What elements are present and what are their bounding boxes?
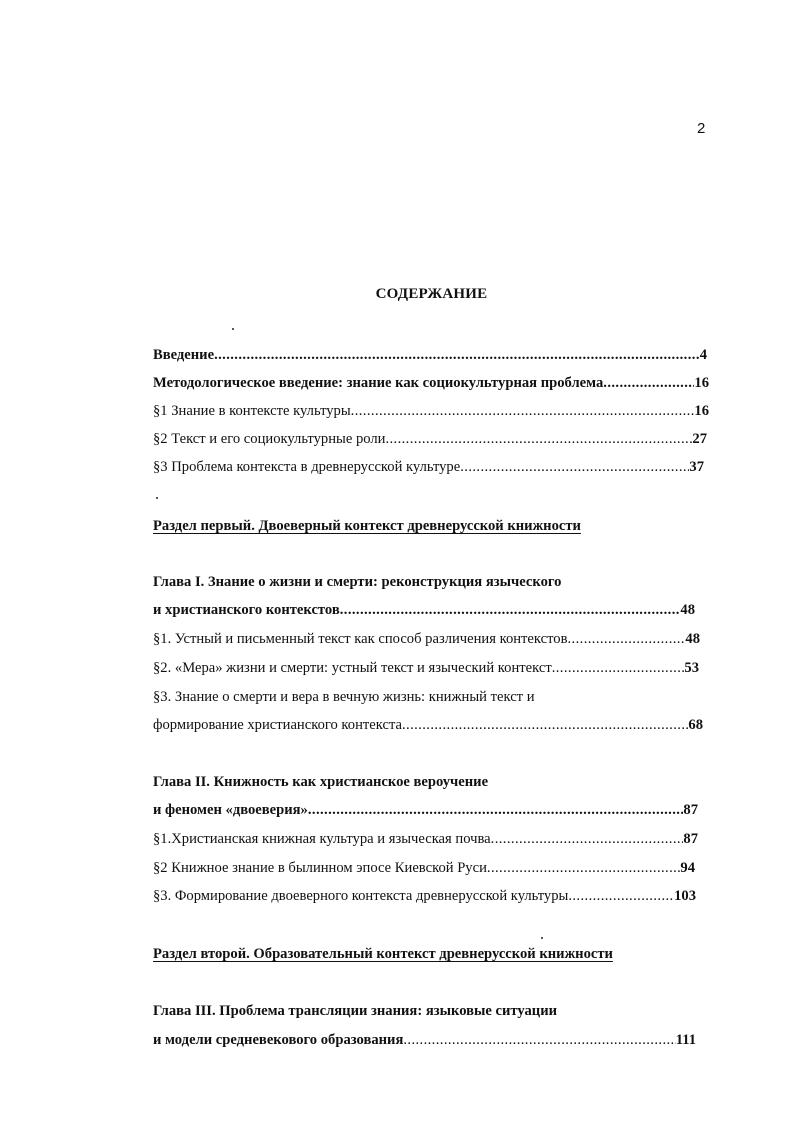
toc-entry-par2 (153, 430, 707, 448)
entry-text: §2 Текст и его социокультурные роли (153, 431, 386, 447)
page-number: 2 (697, 120, 706, 137)
chapter-2-par3 (153, 887, 696, 905)
chapter-2-par2 (153, 859, 695, 877)
chapter-2-title-line2 (153, 801, 698, 819)
chapter-1-title-line1: Глава I. Знание о жизни и смерти: реконструкция языческого (153, 574, 562, 590)
chapter-1-par2 (153, 659, 699, 677)
dot-leader (487, 859, 681, 877)
entry-page: 4 (699, 347, 707, 363)
entry-page: 53 (684, 660, 699, 676)
entry-text: §3. Формирование двоеверного контекста древнерусской культуры (153, 888, 569, 904)
section-1-title: Раздел первый. Двоеверный контекст древнерусской книжности (153, 518, 581, 534)
entry-page: 94 (680, 860, 695, 876)
chapter-1-par1 (153, 630, 700, 648)
toc-entry-par1 (153, 402, 709, 420)
entry-text: Методологическое введение: знание как социокультурная проблема (153, 375, 604, 391)
entry-text: §3 Проблема контекста в древнерусской культуре (153, 459, 461, 475)
toc-title: СОДЕРЖАНИЕ (375, 286, 488, 302)
entry-text: формирование христианского контекста (153, 717, 402, 733)
entry-text: §1 Знание в контексте культуры (153, 403, 351, 419)
chapter-1-par3-line2 (153, 716, 703, 734)
chapter-3-title-line2 (153, 1031, 696, 1049)
entry-page: 68 (688, 717, 703, 733)
dot-leader (385, 430, 692, 448)
dot-leader (603, 374, 694, 392)
entry-text: §2. «Мера» жизни и смерти: устный текст и языческий контекст (153, 660, 552, 676)
dot-leader (552, 659, 685, 677)
entry-page: 16 (694, 375, 709, 391)
entry-text: Введение (153, 347, 215, 363)
entry-text: §1. Устный и письменный текст как способ различения контекстов (153, 631, 568, 647)
dot-leader (568, 887, 674, 905)
scan-speck (541, 937, 543, 939)
chapter-2-par1 (153, 830, 698, 848)
toc-entry-par3 (153, 458, 704, 476)
section-2-title: Раздел второй. Образовательный контекст древнерусской книжности (153, 946, 613, 962)
scan-speck (232, 328, 234, 330)
chapter-1-title-line2 (153, 601, 695, 619)
entry-page: 87 (683, 802, 698, 818)
toc-entry-method-intro (153, 374, 709, 392)
entry-page: 111 (675, 1032, 696, 1048)
dot-leader (402, 716, 688, 734)
dot-leader (491, 830, 684, 848)
entry-text: и модели средневекового образования (153, 1032, 404, 1048)
entry-page: 37 (689, 459, 704, 475)
entry-text: и христианского контекстов (153, 602, 340, 618)
entry-text: §2 Книжное знание в былинном эпосе Киевской Руси (153, 860, 487, 876)
toc-entry-introduction (153, 346, 707, 364)
entry-text: и феномен «двоеверия» (153, 802, 308, 818)
chapter-3-title-line1: Глава III. Проблема трансляции знания: языковые ситуации (153, 1003, 558, 1019)
entry-page: 87 (683, 831, 698, 847)
entry-page: 48 (680, 602, 695, 618)
dot-leader (351, 402, 695, 420)
chapter-2-title-line1: Глава II. Книжность как христианское вероучение (153, 774, 489, 790)
dot-leader (460, 458, 689, 476)
dot-leader (340, 601, 681, 619)
dot-leader (214, 346, 700, 364)
entry-page: 103 (674, 888, 696, 904)
entry-text: §1.Христианская книжная культура и языческая почва (153, 831, 491, 847)
entry-page: 16 (694, 403, 709, 419)
scan-speck (156, 497, 158, 499)
dot-leader (403, 1031, 675, 1049)
entry-page: 27 (692, 431, 707, 447)
chapter-1-par3-line1: §3. Знание о смерти и вера в вечную жизнь: книжный текст и (153, 689, 535, 705)
dot-leader (568, 630, 686, 648)
dot-leader (308, 801, 684, 819)
entry-page: 48 (685, 631, 700, 647)
